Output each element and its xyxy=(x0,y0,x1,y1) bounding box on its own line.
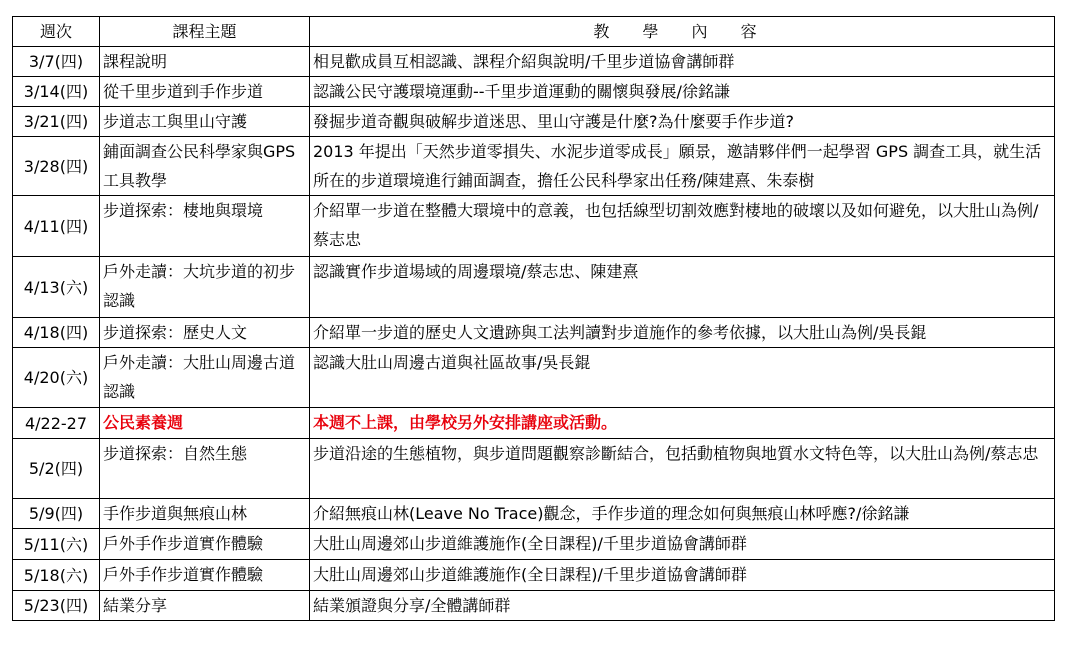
topic-cell: 步道探索：自然生態 xyxy=(100,439,310,499)
week-cell: 5/18(六) xyxy=(13,560,100,591)
topic-cell: 鋪面調查公民科學家與GPS 工具教學 xyxy=(100,137,310,196)
week-cell: 3/21(四) xyxy=(13,107,100,137)
table-row xyxy=(13,591,1055,621)
table-row xyxy=(13,196,1055,257)
table-row xyxy=(13,529,1055,560)
topic-cell: 戶外手作步道實作體驗 xyxy=(100,560,310,591)
content-cell: 認識實作步道場域的周邊環境/蔡志忠、陳建熹 xyxy=(310,257,1055,318)
table-row xyxy=(13,348,1055,408)
table-row xyxy=(13,408,1055,439)
week-cell: 3/14(四) xyxy=(13,77,100,107)
week-cell: 5/11(六) xyxy=(13,529,100,560)
content-cell: 介紹單一步道的歷史人文遺跡與工法判讀對步道施作的參考依據，以大肚山為例/吳長錕 xyxy=(310,318,1055,348)
content-cell: 介紹無痕山林(Leave No Trace)觀念，手作步道的理念如何與無痕山林呼應?/徐銘謙 xyxy=(310,499,1055,529)
content-cell: 介紹單一步道在整體大環境中的意義，也包括線型切割效應對棲地的破壞以及如何避免，以大肚山為例/蔡志忠 xyxy=(310,196,1055,257)
topic-cell: 步道探索：歷史人文 xyxy=(100,318,310,348)
week-cell: 5/2(四) xyxy=(13,439,100,499)
content-column-header: 教 學 內 容 xyxy=(310,17,1055,47)
table-header-row xyxy=(13,17,1055,47)
topic-column-header: 課程主題 xyxy=(100,17,310,47)
content-cell: 步道沿途的生態植物，與步道問題觀察診斷結合，包括動植物與地質水文特色等，以大肚山為例/蔡志忠 xyxy=(310,439,1055,499)
topic-cell: 結業分享 xyxy=(100,591,310,621)
week-cell: 4/11(四) xyxy=(13,196,100,257)
topic-cell: 課程說明 xyxy=(100,47,310,77)
topic-cell: 戶外手作步道實作體驗 xyxy=(100,529,310,560)
table-row xyxy=(13,499,1055,529)
week-cell: 4/20(六) xyxy=(13,348,100,408)
topic-cell: 步道探索：棲地與環境 xyxy=(100,196,310,257)
topic-cell: 戶外走讀：大肚山周邊古道認識 xyxy=(100,348,310,408)
content-cell: 結業頒證與分享/全體講師群 xyxy=(310,591,1055,621)
content-cell: 大肚山周邊郊山步道維護施作(全日課程)/千里步道協會講師群 xyxy=(310,560,1055,591)
content-cell: 大肚山周邊郊山步道維護施作(全日課程)/千里步道協會講師群 xyxy=(310,529,1055,560)
content-cell: 相見歡成員互相認識、課程介紹與說明/千里步道協會講師群 xyxy=(310,47,1055,77)
content-cell: 本週不上課，由學校另外安排講座或活動。 xyxy=(310,408,1055,439)
content-cell: 認識公民守護環境運動--千里步道運動的關懷與發展/徐銘謙 xyxy=(310,77,1055,107)
week-column-header: 週次 xyxy=(13,17,100,47)
week-cell: 4/18(四) xyxy=(13,318,100,348)
table-row xyxy=(13,257,1055,318)
week-cell: 3/7(四) xyxy=(13,47,100,77)
table-row xyxy=(13,47,1055,77)
table-row xyxy=(13,318,1055,348)
week-cell: 3/28(四) xyxy=(13,137,100,196)
table-row xyxy=(13,560,1055,591)
topic-cell: 從千里步道到手作步道 xyxy=(100,77,310,107)
topic-cell: 手作步道與無痕山林 xyxy=(100,499,310,529)
topic-cell: 戶外走讀：大坑步道的初步認識 xyxy=(100,257,310,318)
content-cell: 發掘步道奇觀與破解步道迷思、里山守護是什麼?為什麼要手作步道? xyxy=(310,107,1055,137)
content-cell: 認識大肚山周邊古道與社區故事/吳長錕 xyxy=(310,348,1055,408)
week-cell: 4/22-27 xyxy=(13,408,100,439)
content-cell: 2013 年提出「天然步道零損失、水泥步道零成長」願景，邀請夥伴們一起學習 GPS 調查工具，就生活所在的步道環境進行鋪面調查，擔任公民科學家出任務/陳建熹、朱泰樹 xyxy=(310,137,1055,196)
topic-cell: 步道志工與里山守護 xyxy=(100,107,310,137)
table-row xyxy=(13,107,1055,137)
topic-cell: 公民素養週 xyxy=(100,408,310,439)
table-row xyxy=(13,77,1055,107)
table-row xyxy=(13,137,1055,196)
week-cell: 5/23(四) xyxy=(13,591,100,621)
week-cell: 4/13(六) xyxy=(13,257,100,318)
week-cell: 5/9(四) xyxy=(13,499,100,529)
course-schedule-table xyxy=(12,16,1055,621)
table-row xyxy=(13,439,1055,499)
